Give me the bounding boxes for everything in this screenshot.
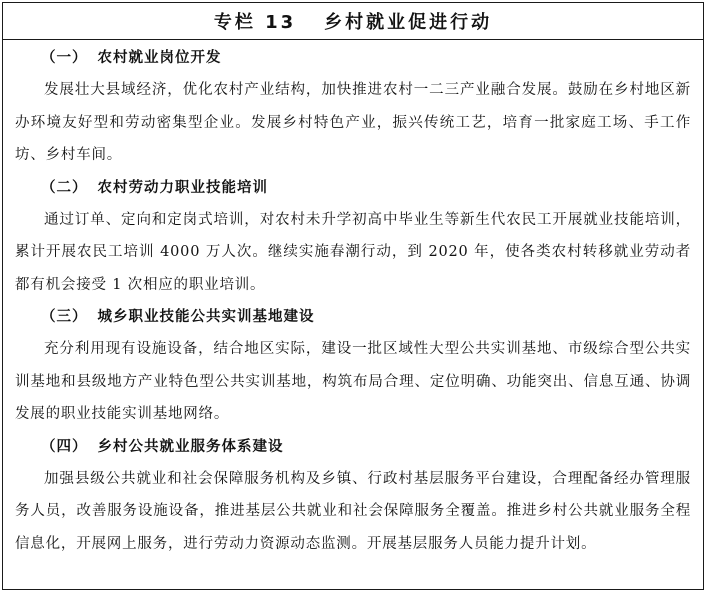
- section-body: 充分利用现有设施设备，结合地区实际，建设一批区域性大型公共实训基地、市级综合型公共实训基地和县级地方产业特色型公共实训基地，构筑布局合理、定位明确、功能突出、信息互通、协调发展的职业技能实训基地网络。: [15, 341, 691, 422]
- section-heading-text: 城乡职业技能公共实训基地建设: [97, 309, 315, 325]
- section-heading: [15, 301, 691, 333]
- section-heading-text: 农村就业岗位开发: [97, 50, 222, 66]
- column-title-bar: [3, 3, 703, 40]
- section-heading-text: 乡村公共就业服务体系建设: [97, 438, 284, 455]
- section-rural-skills-training: [15, 172, 691, 302]
- section-heading-text: 农村劳动力职业技能培训: [97, 179, 268, 196]
- section-number: （二）: [41, 179, 88, 196]
- section-body: 加强县级公共就业和社会保障服务机构及乡镇、行政村基层服务平台建设，合理配备经办管理服务人员，改善服务设施设备，推进基层公共就业和社会保障服务全覆盖。推进乡村公共就业服务全程信息化，开展网上服务，进行劳动力资源动态监测。开展基层服务人员能力提升计划。: [15, 470, 691, 552]
- section-rural-job-development: [15, 42, 691, 172]
- section-body: 发展壮大县域经济，优化农村产业结构，加快推进农村一二三产业融合发展。鼓励在乡村地区新办环境友好型和劳动密集型企业。发展乡村特色产业，振兴传统工艺，培育一批家庭工场、手工作坊、乡村车间。: [15, 82, 691, 163]
- section-heading: [15, 172, 691, 204]
- section-heading: [15, 42, 691, 74]
- section-body: 通过订单、定向和定岗式培训，对农村未升学初高中毕业生等新生代农民工开展就业技能培训，累计开展农民工培训 4000 万人次。继续实施春潮行动，到 2020 年，使各类农村转移就业劳动者都有机会接受 1 次相应的职业培训。: [15, 211, 691, 293]
- section-number: （三）: [41, 309, 88, 325]
- section-number: （一）: [41, 50, 88, 66]
- column-content: [3, 40, 703, 560]
- section-public-employment-service: [15, 431, 691, 561]
- section-heading: [15, 431, 691, 463]
- column-title: 乡村就业促进行动: [324, 12, 493, 33]
- section-number: （四）: [41, 438, 88, 455]
- column-number: 专栏 13: [213, 12, 297, 33]
- special-column-box: [2, 2, 704, 590]
- section-training-base-construction: [15, 301, 691, 431]
